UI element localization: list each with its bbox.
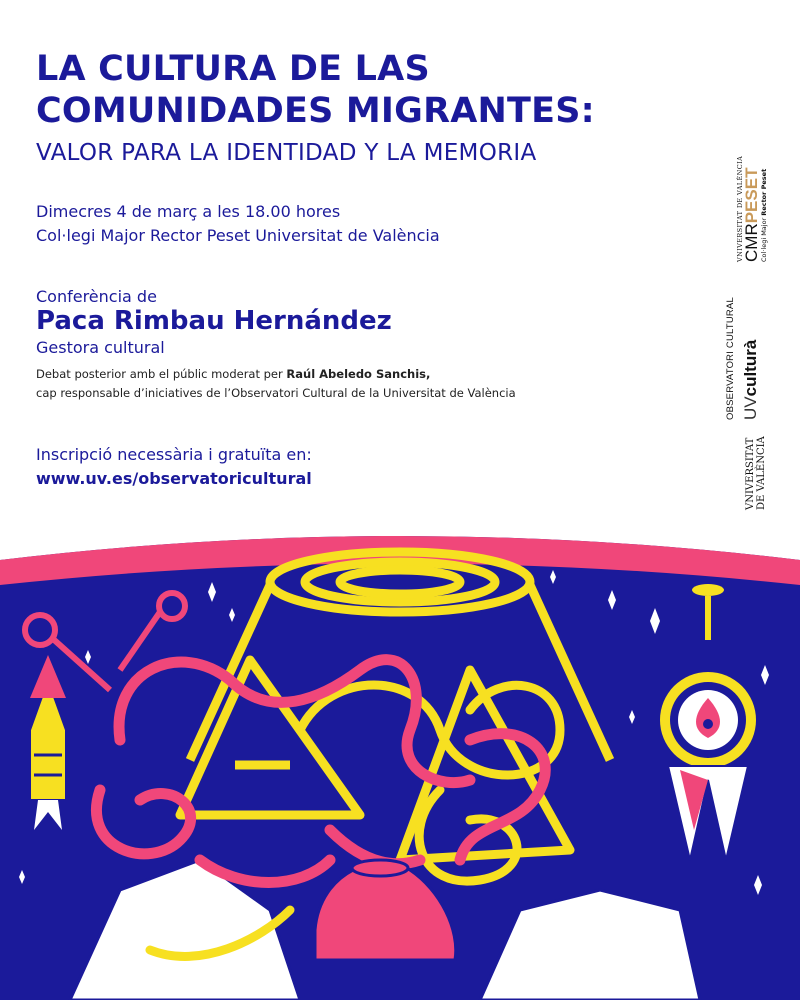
event-date: Dimecres 4 de març a les 18.00 hores	[36, 202, 341, 221]
uvcultura-uv: UV	[741, 396, 760, 420]
cmr-logo-college: Col·legi Major	[760, 215, 768, 262]
cmr-logo-peset: PESET	[742, 167, 761, 224]
uv-logo-line-2: DE VALÈNCIA	[756, 436, 767, 510]
mound-crater	[352, 860, 408, 876]
cmr-peset-logo	[736, 156, 768, 262]
uvcultura-word: culturà	[741, 339, 760, 397]
cmr-logo-subline	[760, 156, 768, 262]
title-line-2: COMUNIDADES MIGRANTES:	[36, 91, 595, 131]
debate-prefix: Debat posterior amb el públic moderat per	[36, 367, 287, 381]
uvcultura-logo	[725, 297, 761, 420]
registration-link[interactable]: www.uv.es/observatoricultural	[36, 469, 312, 488]
cmr-logo-rector: Rector Peset	[760, 168, 768, 216]
universitat-valencia-logo	[745, 436, 767, 510]
moderator-name: Raúl Abeledo Sanchis,	[286, 367, 431, 381]
event-venue: Col·legi Major Rector Peset Universitat de València	[36, 226, 440, 245]
registration-label: Inscripció necessària i gratuïta en:	[36, 445, 312, 464]
cmr-logo-university: VNIVERSITAT DE VALÈNCIA	[736, 155, 744, 262]
observatori-cultural-text: OBSERVATORI CULTURAL	[725, 297, 736, 420]
uv-logo-line-1: VNIVERSITAT	[745, 437, 756, 510]
speaker-role: Gestora cultural	[36, 338, 165, 357]
illustration	[0, 530, 800, 1000]
cmr-logo-main	[744, 156, 760, 262]
conference-label: Conferència de	[36, 287, 157, 306]
speaker-name: Paca Rimbau Hernández	[36, 306, 392, 336]
debate-line	[36, 367, 430, 381]
cmr-logo-cmr: CMR	[742, 223, 761, 262]
poster-subtitle: VALOR PARA LA IDENTIDAD Y LA MEMORIA	[36, 140, 537, 166]
moderator-detail: cap responsable d’iniciatives de l’Observatori Cultural de la Universitat de València	[36, 386, 516, 400]
poster-title	[36, 48, 676, 132]
title-line-1: LA CULTURA DE LAS	[36, 49, 430, 89]
